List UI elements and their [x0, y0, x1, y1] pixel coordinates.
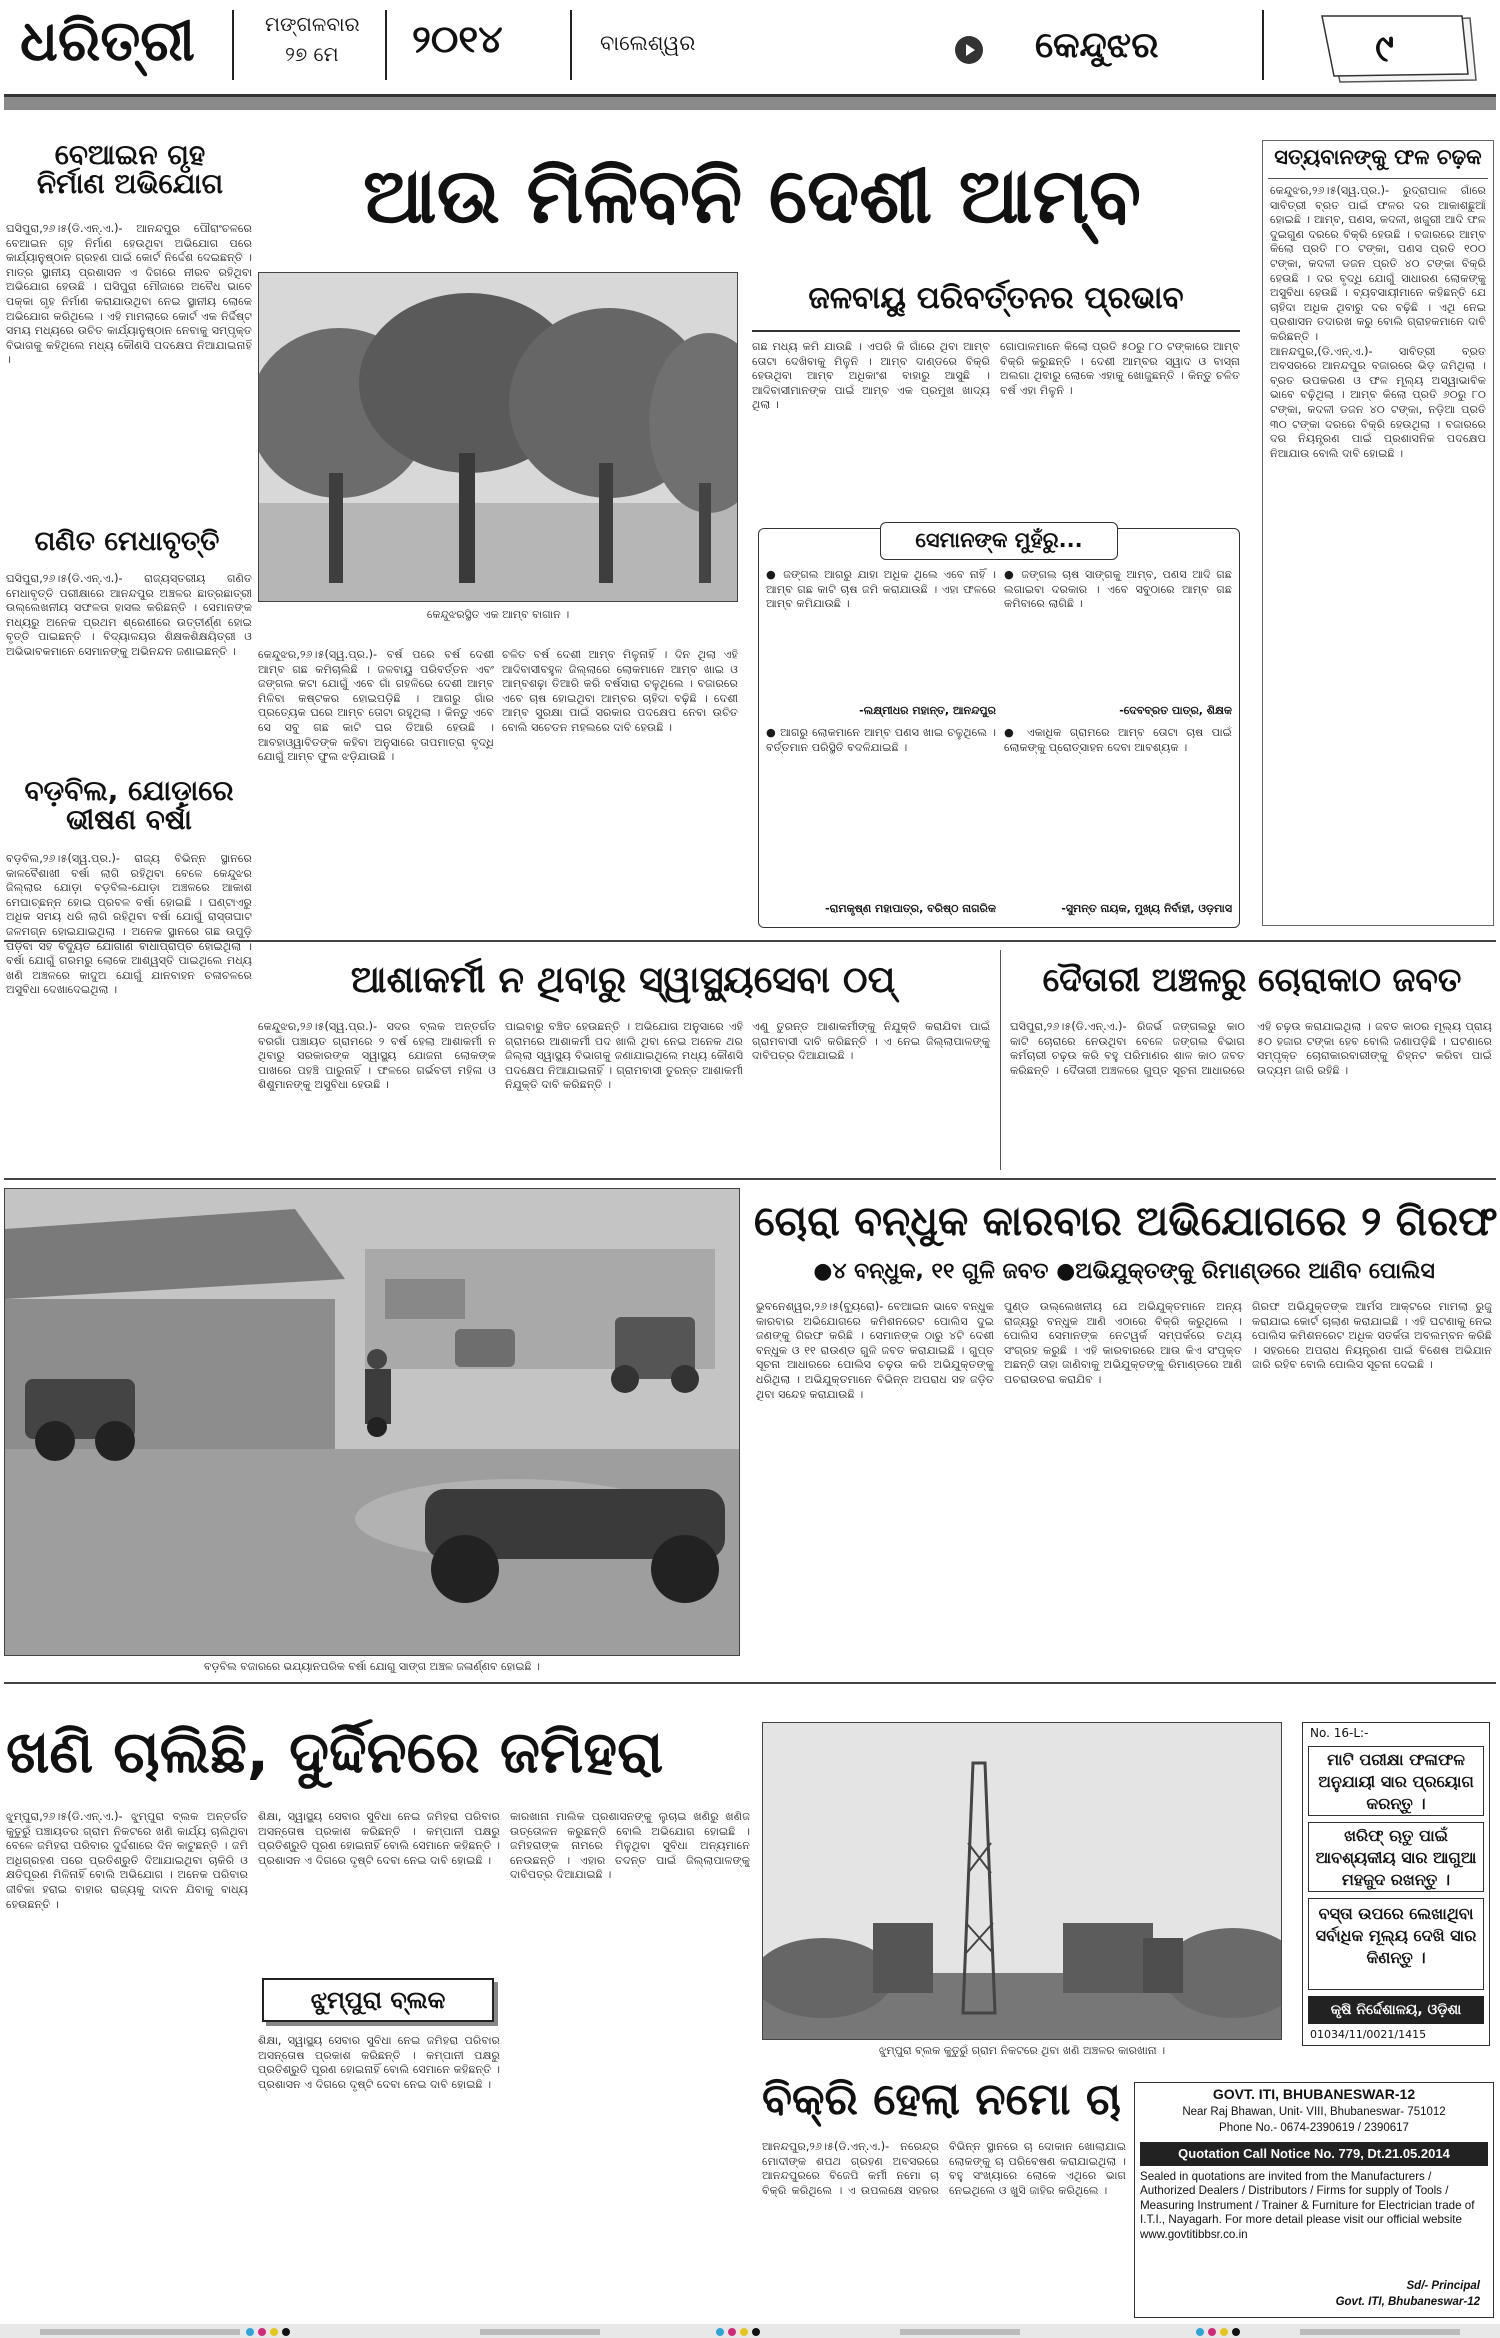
page-number-tab [1320, 14, 1480, 86]
lead-photo-caption: କେନ୍ଦୁଝରସ୍ଥିତ ଏକ ଆମ୍ବ ବାଗାନ । [426, 608, 570, 621]
truth-body: କେନ୍ଦୁଝର,୨୬।୫(ସ୍ୱ.ପ୍ର.)- ରୁଦ୍ରାପାଳ ଗାଁରେ ସାବିତ୍ରୀ ବ୍ରତ ପାଇଁ ଫଳର ଦର ଆକାଶଛୁଆଁ ହୋଇଛି । ଆମ୍ବ, ପଣସ, କଦଳୀ, ଖଜୁରୀ ଆଦି ଫଳ ଦୁଇଗୁଣ ଦରରେ ବିକ୍ରି ହେଉଛି । ବଜାରରେ ଆମ୍ବ କିଲୋ ପ୍ରତି ୮୦ ଟଙ୍କା, ପଣସ ପ୍ରତି ୧୦୦ ଟଙ୍କା, କଦଳୀ ଡଜନ ପ୍ରତି ୪୦ ଟଙ୍କା ବିକ୍ରି ହେଉଛି । ଦର ବୃଦ୍ଧି ଯୋଗୁଁ ସାଧାରଣ ଲୋକଙ୍କୁ ଅସୁବିଧା ହେଉଛି । ବ୍ୟବସାୟୀମାନେ କହିଛନ୍ତି ଯେ ଚାହିଦା ଅଧିକ ଥିବାରୁ ଦର ବଢ଼ିଛି । ଏଥି ନେଇ ପ୍ରଶାସନ ତଦାରଖ କରୁ ବୋଲି ଗ୍ରାହକମାନେ ଦାବି କରିଛନ୍ତି । ଆନନ୍ଦପୁର,(ଡି.ଏନ୍.ଏ.)- ସାବିତ୍ରୀ ବ୍ରତ ଅବସରରେ ଆନନ୍ଦପୁର ବଜାରରେ ଭିଡ଼ ଜମିଥିଲା । ବ୍ରତ ଉପକରଣ ଓ ଫଳ ମୂଲ୍ୟ ଅସ୍ୱାଭାବିକ ଭାବେ ବଢ଼ିଥିଲା । ଆମ୍ବ କିଲୋ ପ୍ରତି ୬୦ରୁ ୮୦ ଟଙ୍କା, କଦଳୀ ଡଜନ ୪୦ ଟଙ୍କା, ନଡ଼ିଆ ପ୍ରତି ୩୦ ଟଙ୍କା ଦରରେ ବିକ୍ରି ହେଉଥିଲା । ବଜାରରେ ଦର ନିୟନ୍ତ୍ରଣ ପାଇଁ ପ୍ରଶାସନିକ ପଦକ୍ଷେପ ନିଆଯାଉ ବୋଲି ଦାବି ହୋଇଛି । [1270, 184, 1486, 460]
voices-quote-2: ● ଆଗରୁ ଲୋକମାନେ ଆମ୍ବ ପଣସ ଖାଇ ଚଳୁଥିଲେ । ବର୍ତ୍ତମାନ ପରିସ୍ଥିତି ବଦଳିଯାଇଛି । [766, 726, 996, 754]
mining-block-label: ଝୁମ୍ପୁରା ବ୍ଲକ [262, 1978, 494, 2022]
page-number: ୯ [1375, 26, 1394, 70]
voices-quote-4: ● ଏକାଧିକ ଗ୍ରାମରେ ଆମ୍ବ ତୋଟା ଚାଷ ପାଇଁ ଲୋକଙ୍କୁ ପ୍ରୋତ୍ସାହନ ଦେବା ଆବଶ୍ୟକ । [1004, 726, 1232, 754]
mining-photo-caption: ଝୁମ୍ପୁରା ବ୍ଲକ କୁତୁରୁଁ ଗ୍ରାମ ନିକଟରେ ଥିବା ଖଣି ଅଞ୍ଚଳର କାରଖାନା । [878, 2044, 1166, 2057]
mining-headline: ଖଣି ଚାଲିଛି, ଦୁର୍ଦ୍ଦିନରେ ଜମିହରା [6, 1718, 664, 1786]
footer-bar [0, 2324, 1500, 2338]
voices-quote-2-by: -ରାମକୃଷ୍ଣ ମହାପାତ୍ର, ବରିଷ୍ଠ ନାଗରିକ [825, 902, 996, 915]
guns-headline: ଚୋରା ବନ୍ଧୁକ କାରବାର ଅଭିଯୋଗରେ ୨ ଗିରଫ [754, 1197, 1498, 1245]
notice-item-3: ବସ୍ତା ଉପରେ ଲେଖାଥିବା ସର୍ବାଧିକ ମୂଲ୍ୟ ଦେଖି ସାର କିଣନ୍ତୁ । [1308, 1898, 1484, 1990]
guns-body-a: ଭୁବନେଶ୍ୱର,୨୬।୫(ବ୍ୟୁରୋ)- ବେଆଇନ ଭାବେ ବନ୍ଧୁକ କାରବାର ଅଭିଯୋଗରେ କମିଶନରେଟ ପୋଲିସ ଦୁଇ ଜଣଙ୍କୁ ଗିରଫ କରିଛି । ସେମାନଙ୍କ ଠାରୁ ୪ଟି ଦେଶୀ ବନ୍ଧୁକ ଓ ୧୧ ରାଉଣ୍ଡ ଗୁଳି ଜବତ କରାଯାଇଛି । ଗୁପ୍ତ ସୂଚନା ଆଧାରରେ ପୋଲିସ ଚଢ଼ଉ କରି ଅଭିଯୁକ୍ତଙ୍କୁ ଧରିଥିଲା । ଅଭିଯୁକ୍ତମାନେ ବିଭିନ୍ନ ଅପରାଧ ସହ ଜଡ଼ିତ ଥିବା ସନ୍ଦେହ କରାଯାଉଛି । [756, 1300, 994, 1401]
mining-tower-photo [762, 1722, 1282, 2040]
mining-body-b2: ଶିକ୍ଷା, ସ୍ୱାସ୍ଥ୍ୟ ସେବାର ସୁବିଧା ନେଇ ଜମିହରା ପରିବାର ଅସନ୍ତୋଷ ପ୍ରକାଶ କରିଛନ୍ତି । କମ୍ପାନୀ ପକ୍ଷରୁ ପ୍ରତିଶ୍ରୁତି ପୂରଣ ହୋଇନାହିଁ ବୋଲି ସେମାନେ କହିଛନ୍ତି । ପ୍ରଶାସନ ଏ ଦିଗରେ ଦୃଷ୍ଟି ଦେବା ନେଇ ଦାବି ହୋଇଛି । [258, 2034, 500, 2091]
rain-street-photo [4, 1188, 740, 1656]
city: ବାଲେଶ୍ୱର [600, 31, 696, 55]
masthead-rule [4, 94, 1496, 110]
mango-orchard-photo [258, 272, 738, 602]
lead-body-d: ଗୋପାଳମାନେ କିଲୋ ପ୍ରତି ୫୦ରୁ ୮୦ ଟଙ୍କାରେ ଆମ୍ବ ବିକ୍ରି କରୁଛନ୍ତି । ଦେଶୀ ଆମ୍ବର ସ୍ୱାଦ ଓ ବାସ୍ନା ଅଲଗା ଥିବାରୁ ଲୋକେ ଏହାକୁ ଖୋଜୁଛନ୍ତି । କିନ୍ତୁ ଚଳିତ ବର୍ଷ ଏହା ମିଳୁନି । [1000, 340, 1240, 397]
namo-tea-headline: ବିକ୍ରି ହେଲା ନମୋ ଚା [762, 2074, 1121, 2125]
voices-quote-3: ● ଜଙ୍ଗଲ ଚାଷ ସାଙ୍ଗକୁ ଆମ୍ବ, ପଣସ ଆଦି ଗଛ ଲଗାଇବା ଦରକାର । ଏବେ ସବୁଠାରେ ଆମ୍ବ ଗଛ କମିବାରେ ଲାଗିଛି । [1004, 568, 1232, 611]
quotation-sign-1: Sd/- Principal [1406, 2280, 1480, 2292]
illegal-house-body: ଘସିପୁରା,୨୬।୫(ଡି.ଏନ୍.ଏ.)- ଆନନ୍ଦପୁର ପୌରାଂଚଳରେ ବେଆଇନ ଗୃହ ନିର୍ମାଣ ହେଉଥିବା ଅଭିଯୋଗ ପରେ କାର୍ଯ୍ୟାନୁଷ୍ଠାନ ଗ୍ରହଣ ପାଇଁ କୋର୍ଟ ନିର୍ଦ୍ଦେଶ ଦେଇଛନ୍ତି । ମାତ୍ର ସ୍ଥାନୀୟ ପ୍ରଶାସନ ଏ ଦିଗରେ ନୀରବ ରହିଥିବା ଅଭିଯୋଗ ହେଉଛି । ଘସିପୁରା ମୌଜାରେ ଅବୈଧ ଭାବେ ପକ୍କା ଗୃହ ନିର୍ମାଣ କରାଯାଉଥିବା ନେଇ ସ୍ଥାନୀୟ ଲୋକେ ଅଭିଯୋଗ କରିଥିଲେ । ଏହି ମାମଲାରେ କୋର୍ଟ ଏକ ନିର୍ଦ୍ଦିଷ୍ଟ ସମୟ ମଧ୍ୟରେ ଉଚିତ କାର୍ଯ୍ୟାନୁଷ୍ଠାନ ନେବାକୁ ସମ୍ପୃକ୍ତ ବିଭାଗକୁ କହିଥିଲେ ମଧ୍ୟ କୌଣସି ପଦକ୍ଷେପ ନିଆଯାଇନାହିଁ । [6, 222, 252, 367]
storm-body: ବଡ଼ବିଲ,୨୬।୫(ସ୍ୱ.ପ୍ର.)- ରାଜ୍ୟ ବିଭିନ୍ନ ସ୍ଥାନରେ କାଳବୈଶାଖୀ ବର୍ଷା ଲାଗି ରହିଥିବା ବେଳେ କେନ୍ଦୁଝର ଜିଲ୍ଲାର ଯୋଡ଼ା ବଡ଼ବିଲ-ଯୋଡ଼ା ଅଞ୍ଚଳରେ ଆକାଶ ମେଘାଚ୍ଛନ୍ନ ହୋଇ ପ୍ରବଳ ବର୍ଷା ହୋଇଛି । ଘଣ୍ଟାଏରୁ ଅଧିକ ସମୟ ଧରି ଲାଗି ରହିଥିବା ବର୍ଷା ଯୋଗୁଁ ରାସ୍ତାଘାଟ ଜଳମଗ୍ନ ହୋଇଯାଇଥିଲା । ଅନେକ ସ୍ଥାନରେ ଗଛ ଉପୁଡ଼ି ପଡ଼ିବା ସହ ବିଦ୍ୟୁତ ଯୋଗାଣ ବାଧାପ୍ରାପ୍ତ ହୋଇଥିଲା । ବର୍ଷା ଯୋଗୁଁ ଗରମରୁ ଲୋକେ ଆଶ୍ୱସ୍ତି ପାଇଥିଲେ ମଧ୍ୟ ଖଣି ଅଞ୍ଚଳରେ କାଦୁଅ ଯୋଗୁଁ ଯାନବାହନ ଚଳାଚଳରେ ଅସୁବିଧା ଦେଖାଦେଇଥିଲା । [6, 852, 252, 997]
notice-item-2: ଖରିଫ୍ ଋତୁ ପାଇଁ ଆବଶ୍ୟକୀୟ ସାର ଆଗୁଆ ମହଜୁଦ ରଖନ୍ତୁ । [1308, 1822, 1484, 1892]
quotation-phone: Phone No.- 0674-2390619 / 2390617 [1219, 2122, 1409, 2134]
truth-headline: ସତ୍ୟବାନଙ୍କୁ ଫଳ ଚଢ଼କ [1274, 145, 1482, 169]
quotation-body: Sealed in quotations are invited from the Manufacturers / Authorized Dealers / Distributors / Firms for supply of Tools / Measuring Instrument / Trainer & Furniture for Electrician trade of I.T.I., Nayagarh. For more detail please visit our official website www.govtitibbsr.co.in [1140, 2170, 1475, 2241]
weekday: ମଙ୍ଗଳବାର [265, 12, 360, 36]
voices-quote-1: ● ଜଙ୍ଗଲ ଆଗରୁ ଯାହା ଅଧିକ ଥିଲେ ଏବେ ନାହିଁ । ଆମ୍ବ ଗଛ କାଟି ଚାଷ ଜମି କରାଯାଉଛି । ଏହା ଫଳରେ ଆମ୍ବ କମିଯାଉଛି । [766, 568, 996, 611]
date: ୨୭ ମେ [285, 42, 339, 66]
guns-deck: ●୪ ବନ୍ଧୁକ, ୧୧ ଗୁଳି ଜବତ ●ଅଭିଯୁକ୍ତଙ୍କୁ ରିମାଣ୍ଡରେ ଆଣିବ ପୋଲିସ [813, 1259, 1435, 1284]
namo-tea-body: ଆନନ୍ଦପୁର,୨୬।୫(ଡି.ଏନ୍.ଏ.)- ନରେନ୍ଦ୍ର ମୋଦୀଙ୍କ ଶପଥ ଗ୍ରହଣ ଅବସରରେ ଆନନ୍ଦପୁରରେ ବିଜେପି କର୍ମୀ ନମୋ ଚା ବିକ୍ରି କରିଥିଲେ । ଏ ଉପଲକ୍ଷେ ସହରର ବିଭିନ୍ନ ସ୍ଥାନରେ ଚା ଦୋକାନ ଖୋଲାଯାଇ ଲୋକଙ୍କୁ ଚା ପରିବେଷଣ କରାଯାଇଥିଲା । ବହୁ ସଂଖ୍ୟାରେ ଲୋକେ ଏଥିରେ ଭାଗ ନେଇଥିଲେ ଓ ଖୁସି ଜାହିର କରିଥିଲେ । [762, 2140, 1126, 2197]
storm-headline: ବଡ଼ବିଲ, ଯୋଡ଼ାରେ ଭୀଷଣ ବର୍ଷା [24, 774, 234, 837]
voices-title: ସେମାନଙ୍କ ମୁହଁରୁ... [880, 522, 1118, 560]
play-icon [955, 36, 983, 64]
paper-name: ଧରିତ୍ରୀ [20, 8, 195, 74]
voices-quote-4-by: -ସୁମନ୍ତ ନାୟକ, ମୁଖ୍ୟ ନିର୍ବାହୀ, ଓଡ଼ମାସ [1061, 902, 1232, 915]
notice-number: No. 16-L:- [1310, 1726, 1369, 1740]
mining-body-a: ଝୁମ୍ପୁରା,୨୬।୫(ଡି.ଏନ୍.ଏ.)- ଝୁମ୍ପୁରା ବ୍ଲକ ଅନ୍ତର୍ଗତ କୁତୁରୁଁ ପଞ୍ଚାୟତର ଗ୍ରାମ ନିକଟରେ ଖଣି କାର୍ଯ୍ୟ ଚାଲିଥିବା ବେଳେ ଜମିହରା ପରିବାର ଦୁର୍ଦ୍ଦଶାରେ ଦିନ କାଟୁଛନ୍ତି । ଜମି ଅଧିଗ୍ରହଣ ପରେ ପ୍ରତିଶ୍ରୁତି ଦିଆଯାଇଥିବା ଚାକିରି ଓ କ୍ଷତିପୂରଣ ମିଳିନାହିଁ ବୋଲି ଅଭିଯୋଗ । ଅନେକ ପରିବାର ଜୀବିକା ହରାଇ ବାହାର ରାଜ୍ୟକୁ ଦାଦନ ଯିବାକୁ ବାଧ୍ୟ ହେଉଛନ୍ତି । [6, 1810, 248, 1911]
lead-subhead: ଜଳବାୟୁ ପରିବର୍ତ୍ତନର ପ୍ରଭାବ [808, 280, 1184, 316]
voices-quote-1-by: -ଲକ୍ଷ୍ମୀଧର ମହାନ୍ତ, ଆନନ୍ଦପୁର [859, 704, 996, 717]
notice-issuer: କୃଷି ନିର୍ଦ୍ଦେଶାଳୟ, ଓଡ଼ିଶା [1308, 1996, 1484, 2024]
rain-photo-caption: ବଡ଼ବିଲ ବଜାରରେ ଭଯ୍ୟାନପରିକ ବର୍ଷା ଯୋଗୁ ସାଙ୍ଗ ଅଞ୍ଚଳ ଜଳାର୍ଣ୍ଣବ ହୋଇଛି । [204, 1660, 540, 1673]
illegal-house-headline: ବେଆଇନ ଗୃହ ନିର୍ମାଣ ଅଭିଯୋଗ [36, 138, 224, 201]
quotation-sign-2: Govt. ITI, Bhubaneswar-12 [1335, 2296, 1480, 2308]
guns-body-b: ପୁଣ୍ଡ ଉଲ୍ଲେଖନୀୟ ଯେ ଅଭିଯୁକ୍ତମାନେ ଅନ୍ୟ ରାଜ୍ୟରୁ ବନ୍ଧୁକ ଆଣି ଏଠାରେ ବିକ୍ରି କରୁଥିଲେ । ପୋଲିସ ସେମାନଙ୍କ ନେଟୱର୍କ ସମ୍ପର୍କରେ ତଥ୍ୟ ସଂଗ୍ରହ କରୁଛି । ଏହି କାରବାରରେ ଆଉ କିଏ ସଂପୃକ୍ତ ଅଛନ୍ତି ତାହା ଜାଣିବାକୁ ଅଭିଯୁକ୍ତଙ୍କୁ ରିମାଣ୍ଡରେ ଆଣି ପଚରାଉଚରା କରାଯିବ । [1004, 1300, 1242, 1386]
quotation-title: Quotation Call Notice No. 779, Dt.21.05.2014 [1140, 2142, 1488, 2166]
section-name: କେନ୍ଦୁଝର [1035, 25, 1159, 66]
forest-body: ଘସିପୁରା,୨୬।୫(ଡି.ଏନ୍.ଏ.)- ରିଜର୍ଭ ଜଙ୍ଗଲରୁ କାଠ କାଟି ଚୋରାରେ ନେଉଥିବା ବେଳେ ଜଙ୍ଗଲ ବିଭାଗ କର୍ମଚାରୀ ଚଢ଼ଉ କରି ବହୁ ପରିମାଣର ଶାଳ କାଠ ଜବତ କରିଛନ୍ତି । ଦୈତାରୀ ଅଞ୍ଚଳରେ ଗୁପ୍ତ ସୂଚନା ଆଧାରରେ ଏହି ଚଢ଼ଉ କରାଯାଇଥିଲା । ଜବତ କାଠର ମୂଲ୍ୟ ପ୍ରାୟ ୫୦ ହଜାର ଟଙ୍କା ହେବ ବୋଲି ଜଣାପଡ଼ିଛି । ଘଟଣାରେ ସମ୍ପୃକ୍ତ ଚୋରାକାରବାରୀଙ୍କୁ ଚିହ୍ନଟ କରିବା ପାଇଁ ଉଦ୍ୟମ ଜାରି ରହିଛି । [1010, 1020, 1492, 1077]
notice-code: 01034/11/0021/1415 [1310, 2028, 1427, 2041]
meritorious-headline: ଗଣିତ ମେଧାବୃତ୍ତି [34, 526, 220, 557]
mining-body-b: ଶିକ୍ଷା, ସ୍ୱାସ୍ଥ୍ୟ ସେବାର ସୁବିଧା ନେଇ ଜମିହରା ପରିବାର ଅସନ୍ତୋଷ ପ୍ରକାଶ କରିଛନ୍ତି । କମ୍ପାନୀ ପକ୍ଷରୁ ପ୍ରତିଶ୍ରୁତି ପୂରଣ ହୋଇନାହିଁ ବୋଲି ସେମାନେ କହିଛନ୍ତି । ପ୍ରଶାସନ ଏ ଦିଗରେ ଦୃଷ୍ଟି ଦେବା ନେଇ ଦାବି ହୋଇଛି । [258, 1810, 500, 1867]
asha-body-b: ପାଇବାରୁ ବଞ୍ଚିତ ହେଉଛନ୍ତି । ଅଭିଯୋଗ ଅନୁସାରେ ଏହି ଗ୍ରାମରେ ଆଶାକର୍ମୀ ପଦ ଖାଲି ଥିବା ନେଇ ଅନେକ ଥର ଜିଲ୍ଲା ସ୍ୱାସ୍ଥ୍ୟ ବିଭାଗକୁ ଜଣାଯାଇଥିଲେ ମଧ୍ୟ କୌଣସି ପଦକ୍ଷେପ ନିଆଯାଇନାହିଁ । ଗ୍ରାମବାସୀ ତୁରନ୍ତ ଆଶାକର୍ମୀ ନିଯୁକ୍ତି ଦାବି କରିଛନ୍ତି । [505, 1020, 743, 1092]
lead-body-a: କେନ୍ଦୁଝର,୨୬।୫(ସ୍ୱ.ପ୍ର.)- ବର୍ଷ ପରେ ବର୍ଷ ଦେଶୀ ଆମ୍ବ ଗଛ କମିଚାଲିଛି । ଜଳବାୟୁ ପରିବର୍ତ୍ତନ ଏବଂ ଜଙ୍ଗଲ କଟା ଯୋଗୁଁ ଏବେ ଗାଁ ଗହଳିରେ ଦେଶୀ ଆମ୍ବ ମିଳିବା କଷ୍ଟକର ହୋଇପଡ଼ିଛି । ଆଗରୁ ଗାଁର ପ୍ରତ୍ୟେକ ଘରେ ଆମ୍ବ ତୋଟା ରହୁଥିଲା । କିନ୍ତୁ ଏବେ ସେ ସବୁ ଗଛ କାଟି ଘର ତିଆରି ହେଉଛି । ଆବହାଓ୍ୱାବିତଙ୍କ କହିବା ଅନୁସାରେ ତାପମାତ୍ରା ବୃଦ୍ଧି ଯୋଗୁଁ ଆମ୍ବ ଫୁଲ ଝଡ଼ିଯାଉଛି । [258, 648, 494, 764]
asha-body-a: କେନ୍ଦୁଝର,୨୬।୫(ସ୍ୱ.ପ୍ର.)- ସଦର ବ୍ଲକ ଅନ୍ତର୍ଗତ ବରଗାଁ ପଞ୍ଚାୟତ ଗ୍ରାମରେ ୨ ବର୍ଷ ହେଲା ଆଶାକର୍ମୀ ନ ଥିବାରୁ ସରକାରଙ୍କ ସ୍ୱାସ୍ଥ୍ୟ ଯୋଜନା ଲୋକଙ୍କ ପାଖରେ ପହଞ୍ଚି ପାରୁନାହିଁ । ଫଳରେ ଗର୍ଭବତୀ ମହିଳା ଓ ଶିଶୁମାନଙ୍କୁ ଅସୁବିଧା ହେଉଛି । [258, 1020, 496, 1092]
forest-headline: ଦୈତାରୀ ଅଞ୍ଚଳରୁ ଚୋରାକାଠ ଜବତ [1042, 960, 1462, 999]
voices-quote-3-by: -ଦେବବ୍ରତ ପାତ୍ର, ଶିକ୍ଷକ [1119, 704, 1232, 717]
quotation-address: Near Raj Bhawan, Unit- VIII, Bhubaneswar- 751012 [1182, 2106, 1446, 2118]
lead-body-c: ଗଛ ମଧ୍ୟ କମି ଯାଉଛି । ଏପରି କି ଗାଁରେ ଥିବା ଆମ୍ବ ତୋଟା ଦେଖିବାକୁ ମିଳୁନି । ଆମ୍ବ ଦାଣ୍ଡରେ ବିକ୍ରି ହେଉଥିବା ଆମ୍ବ ଅଧିକାଂଶ ବାହାରୁ ଆସୁଛି । ଆଦିବାସୀମାନଙ୍କ ପାଇଁ ଆମ୍ବ ଏକ ପ୍ରମୁଖ ଖାଦ୍ୟ ଥିଲା । [752, 340, 990, 412]
notice-item-1: ମାଟି ପରୀକ୍ଷା ଫଳାଫଳ ଅନୁଯାୟୀ ସାର ପ୍ରୟୋଗ କରନ୍ତୁ । [1308, 1746, 1484, 1816]
guns-body-c: ଗିରଫ ଅଭିଯୁକ୍ତଙ୍କ ଆର୍ମସ ଆକ୍ଟରେ ମାମଲା ରୁଜୁ କରାଯାଇ କୋର୍ଟ ଚାଲାଣ କରାଯାଇଛି । ଏହି ଘଟଣାକୁ ନେଇ ପୋଲିସ କମିଶନରେଟ ଅଧିକ ସତର୍କତା ଅବଲମ୍ବନ କରିଛି । ସହରରେ ଅପରାଧ ନିୟନ୍ତ୍ରଣ ପାଇଁ ବିଶେଷ ଅଭିଯାନ ଜାରି ରହିବ ବୋଲି ପୋଲିସ ସୂଚନା ଦେଇଛି । [1252, 1300, 1492, 1372]
lead-body-b: ଚଳିତ ବର୍ଷ ଦେଶୀ ଆମ୍ବ ମିଳୁନାହିଁ । ଦିନ ଥିଲା ଏହି ଆଦିବାସୀବହୁଳ ଜିଲ୍ଲାରେ ଲୋକମାନେ ଆମ୍ବ ଖାଇ ଓ ଆମ୍ବଶଢ଼ା ତିଆରି କରି ବର୍ଷସାରା ଚଳୁଥିଲେ । ବଜାରରେ ଏବେ ଚାଷ ହୋଇଥିବା ଆମ୍ବର ଚାହିଦା ବଢ଼ିଛି । ଦେଶୀ ଆମ୍ବ ସୁରକ୍ଷା ପାଇଁ ସରକାର ପଦକ୍ଷେପ ନେବା ଉଚିତ ବୋଲି ସଚେତନ ମହଲରେ ଦାବି ହେଉଛି । [502, 648, 738, 734]
asha-headline: ଆଶାକର୍ମୀ ନ ଥିବାରୁ ସ୍ୱାସ୍ଥ୍ୟସେବା ଠପ୍ [350, 958, 896, 1001]
asha-body-c: ଏଣୁ ତୁରନ୍ତ ଆଶାକର୍ମୀଙ୍କୁ ନିଯୁକ୍ତି କରାଯିବା ପାଇଁ ଗ୍ରାମବାସୀ ଦାବି କରିଛନ୍ତି । ଏ ନେଇ ଜିଲ୍ଲାପାଳଙ୍କୁ ଦାବିପତ୍ର ଦିଆଯାଇଛି । [752, 1020, 990, 1063]
quotation-org: GOVT. ITI, BHUBANESWAR-12 [1212, 2086, 1416, 2102]
meritorious-body: ଘସିପୁରା,୨୬।୫(ଡି.ଏନ୍.ଏ.)- ରାଜ୍ୟସ୍ତରୀୟ ଗଣିତ ମେଧାବୃତ୍ତି ପରୀକ୍ଷାରେ ଆନନ୍ଦପୁର ଅଞ୍ଚଳର ଛାତ୍ରଛାତ୍ରୀ ଉଲ୍ଲେଖନୀୟ ସଫଳତା ହାସଲ କରିଛନ୍ତି । ସେମାନଙ୍କ ମଧ୍ୟରୁ ଅନେକ ପ୍ରଥମ ଶ୍ରେଣୀରେ ଉତ୍ତୀର୍ଣ୍ଣ ହୋଇ ବୃତ୍ତି ପାଇଛନ୍ତି । ବିଦ୍ୟାଳୟର ଶିକ୍ଷକଶିକ୍ଷୟିତ୍ରୀ ଓ ଅଭିଭାବକମାନେ ସେମାନଙ୍କୁ ଅଭିନନ୍ଦନ ଜଣାଇଛନ୍ତି । [6, 572, 252, 658]
year: ୨୦୧୪ [412, 17, 503, 61]
lead-headline: ଆଉ ମିଳିବନି ଦେଶୀ ଆମ୍ବ [363, 151, 1141, 240]
mining-body-c: କାରଖାନା ମାଲିକ ପ୍ରଶାସନଙ୍କୁ ଲୁଚାଇ ଖଣିରୁ ଖଣିଜ ଉତ୍ତୋଳନ କରୁଛନ୍ତି ବୋଲି ଅଭିଯୋଗ ହୋଇଛି । ଜମିହରାଙ୍କ ନାମରେ ମିଳୁଥିବା ସୁବିଧା ଅନ୍ୟମାନେ ନେଉଛନ୍ତି । ଏହାର ତଦନ୍ତ ପାଇଁ ଜିଲ୍ଲାପାଳଙ୍କୁ ଦାବିପତ୍ର ଦିଆଯାଇଛି । [510, 1810, 750, 1882]
